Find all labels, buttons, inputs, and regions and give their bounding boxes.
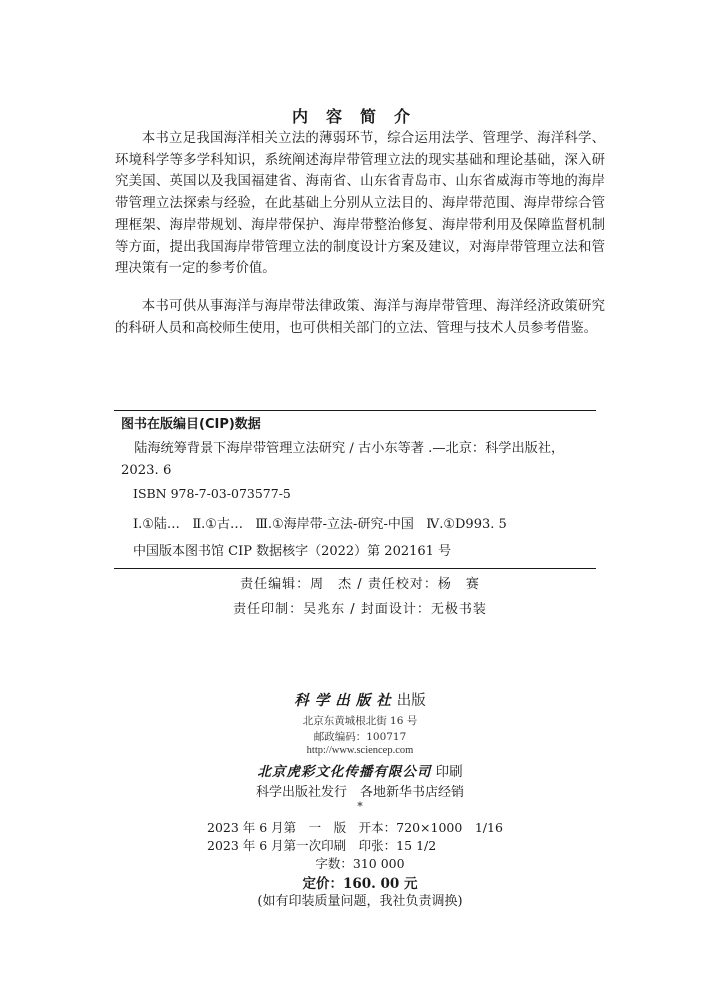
cip-check-number: 中国版本图书馆 CIP 数据核字（2022）第 202161 号 [133, 544, 452, 559]
printer-name: 北京虎彩文化传播有限公司 [257, 764, 432, 780]
cip-description: 陆海统筹背景下海岸带管理立法研究 / 古小东等著 .—北京：科学出版社，2023. 6 [121, 441, 565, 478]
publisher-line [0, 689, 720, 710]
printer-suffix: 印刷 [435, 764, 463, 780]
publisher-website: http://www.sciencep.com [306, 745, 414, 756]
word-count: 字数：310 000 [315, 856, 405, 871]
cip-heading: 图书在版编目(CIP)数据 [121, 417, 261, 432]
publisher-postcode: 邮政编码：100717 [313, 731, 407, 743]
edition-line-1: 2023 年 6 月第 一 版 开本：720×1000 1/16 [207, 820, 503, 835]
staff-production: 责任印制：吴兆东 / 封面设计：无极书装 [233, 602, 487, 617]
edition-line-2: 2023 年 6 月第一次印刷 印张：15 1/2 [207, 838, 437, 853]
quality-notice: (如有印装质量问题，我社负责调换) [257, 894, 463, 909]
printer-line [0, 760, 720, 780]
separator-star: * [357, 800, 363, 813]
distribution-line: 科学出版社发行 各地新华书店经销 [255, 785, 464, 800]
summary-paragraph-2: 本书可供从事海洋与海岸带法律政策、海洋与海岸带管理、海洋经济政策研究的科研人员和高校师生使用，也可供相关部门的立法、管理与技术人员参考借鉴。 [115, 299, 605, 336]
publisher-suffix: 出版 [396, 693, 426, 709]
publisher-name: 科学出版社 [294, 692, 397, 709]
cip-isbn: ISBN 978-7-03-073577-5 [133, 486, 291, 501]
publisher-address: 北京东黄城根北街 16 号 [302, 715, 418, 727]
staff-editors: 责任编辑：周 杰 / 责任校对：杨 赛 [240, 577, 480, 592]
cip-bottom-rule [114, 568, 596, 569]
price: 定价：160. 00 元 [302, 876, 418, 892]
summary-title: 内容简介 [291, 107, 428, 126]
summary-paragraph-1: 本书立足我国海洋相关立法的薄弱环节，综合运用法学、管理学、海洋科学、环境科学等多学科知识，系统阐述海岸带管理立法的现实基础和理论基础，深入研究美国、英国以及我国福建省、海南省、山东省青岛市、山东省威海市等地的海岸带管理立法探索与经验，在此基础上分别从立法目的、海岸带范围、海岸带综合管理框架、海岸带规划、海岸带保护、海岸带整治修复、海岸带利用及保障监督机制等方面，提出我国海岸带管理立法的制度设计方案及建议，对海岸带管理立法和管理决策有一定的参考价值。 [115, 131, 605, 277]
cip-top-rule [114, 410, 596, 411]
cip-classification: Ⅰ.①陆… Ⅱ.①古… Ⅲ.①海岸带-立法-研究-中国 Ⅳ.①D993. 5 [133, 517, 507, 532]
